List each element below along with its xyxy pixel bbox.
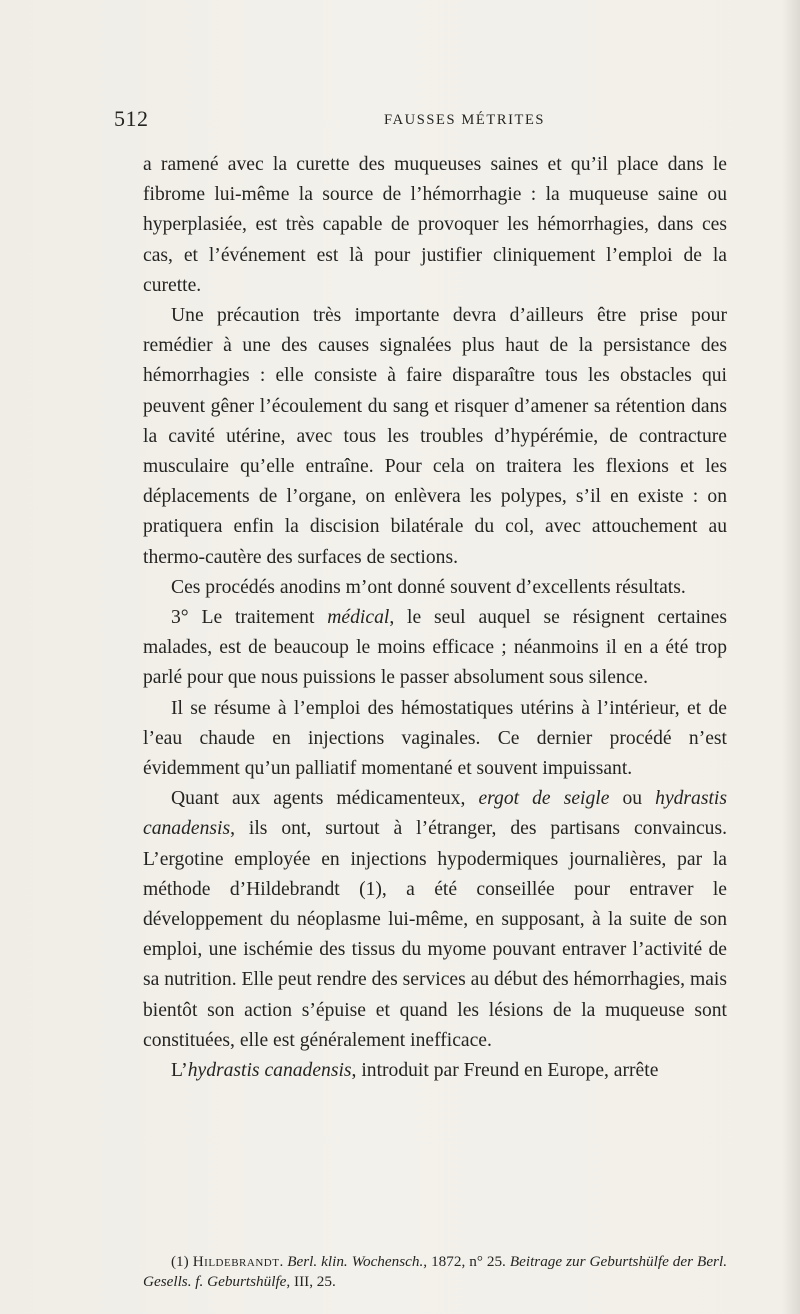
p7-italic-hydrastis: hydrastis canadensis xyxy=(187,1060,352,1082)
footnote-author: Hildebrandt xyxy=(192,1253,280,1270)
paragraph-5: Il se résume à l’emploi des hémostatiques utérins à l’intérieur, et de l’eau chaude en injections vaginales. Ce dernier procédé n’est évidemment qu’un palliatif momentané et souvent impuissant. xyxy=(143,697,727,780)
paragraph-6 xyxy=(143,784,727,1056)
body-text xyxy=(143,150,727,1086)
paragraph-3: Ces procédés anodins m’ont donné souvent d’excellents résultats. xyxy=(171,576,686,598)
paragraph-4 xyxy=(143,603,727,694)
p4-text-c: , le seul auquel se résignent certaines malades, est de beaucoup le moins efficace ; néanmoins il en a été trop parlé pour que nous puissions le passer absolument sous silence. xyxy=(143,607,728,689)
footnote-text-2: , 1872, n° 25. xyxy=(423,1253,510,1270)
footnote xyxy=(143,1252,727,1292)
running-title: FAUSSES MÉTRITES xyxy=(384,112,546,128)
p6-italic-ergot: ergot de seigle xyxy=(478,788,610,810)
footnote-text-3: , III, 25. xyxy=(286,1273,336,1290)
p6-text-e: , ils ont, surtout à l’étranger, des partisans convaincus. L’ergotine employée en injections hypodermiques journalières, par la méthode d’Hildebrandt (1), a été conseillée pour entraver le développement du néoplasme lui-même, en supposant, à la suite de son emploi, une ischémie des tissus du myome pouvant entraver l’activité de sa nutrition. Elle peut rendre des services au début des hémorrhagies, mais bientôt son action s’épuise et quand les lésions de la muqueuse sont constituées, elle est généralement inefficace. xyxy=(143,818,727,1051)
paragraph-1: a ramené avec la curette des muqueuses saines et qu’il place dans le fibrome lui-même la source de l’hémorrhagie : la muqueuse saine ou hyperplasiée, est très capable de provoquer les hémorrhagies, dans ces cas, et l’événement est là pour justifier cliniquement l’emploi de la curette. xyxy=(143,154,727,296)
p7-text-c: , introduit par Freund en Europe, arrête xyxy=(351,1060,659,1082)
page-edge-shadow xyxy=(782,0,800,1314)
p6-text-c: ou xyxy=(609,788,656,810)
p6-text-a: Quant aux agents médicamenteux, xyxy=(171,788,479,810)
page-header xyxy=(114,106,714,136)
footnote-journal: Berl. klin. Wochensch. xyxy=(287,1253,424,1270)
footnote-text-1: . xyxy=(279,1253,288,1270)
paragraph-7 xyxy=(143,1056,727,1086)
p4-italic-medical: médical xyxy=(327,607,390,629)
footnote-number: (1) xyxy=(171,1253,193,1270)
footnote-1 xyxy=(143,1252,727,1292)
page-number: 512 xyxy=(114,106,149,131)
p6-italic-hydrastis: hydrastis canadensis xyxy=(143,788,727,840)
p4-text-a: 3° Le traitement xyxy=(171,607,328,629)
p7-text-a: L’ xyxy=(171,1060,188,1082)
paragraph-2: Une précaution très importante devra d’ailleurs être prise pour remédier à une des causes signalées plus haut de la persistance des hémorrhagies : elle consiste à faire disparaître tous les obstacles qui peuvent gêner l’écoulement du sang et risquer d’amener sa rétention dans la cavité utérine, avec tous les troubles d’hypérémie, de contracture musculaire qu’elle entraîne. Pour cela on traitera les flexions et les déplacements de l’organe, on enlèvera les polypes, s’il en existe : on pratiquera enfin la discision bilatérale du col, avec attouchement au thermo-cautère des surfaces de sections. xyxy=(143,305,727,568)
footnote-title: Beitrage zur Geburtshülfe der Berl. Gesells. f. Geburtshülfe xyxy=(143,1253,727,1290)
